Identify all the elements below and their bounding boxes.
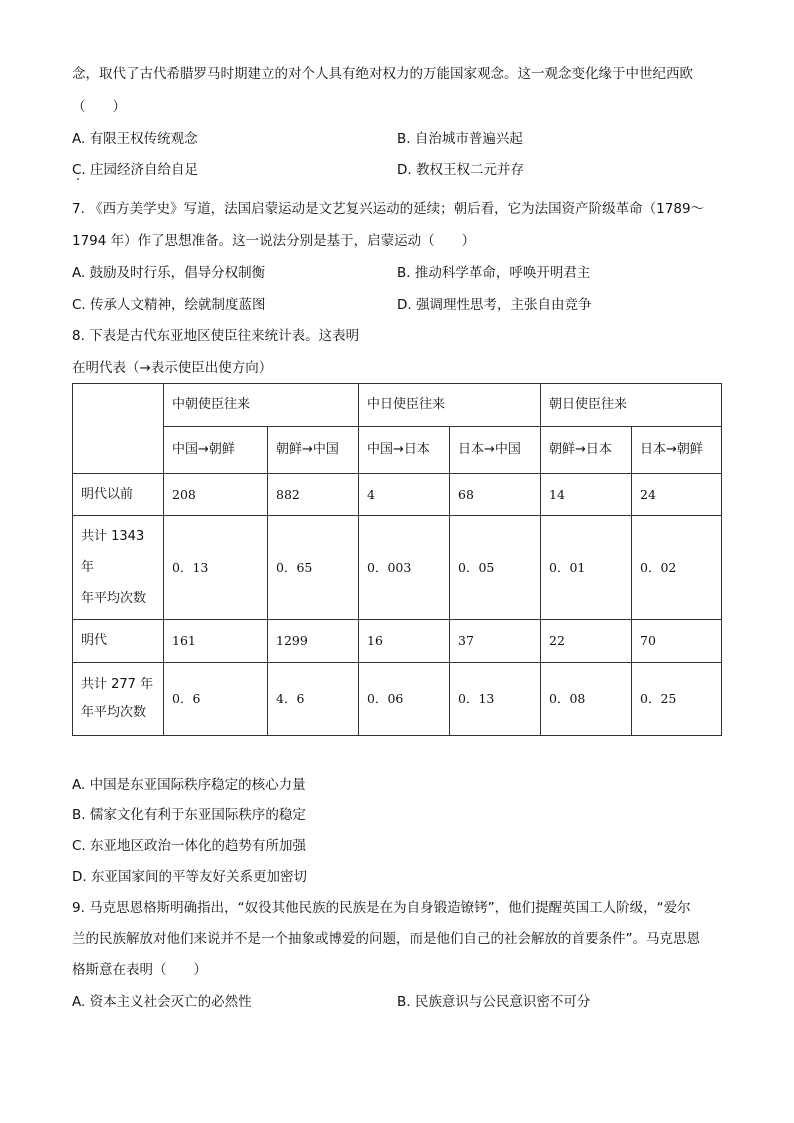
- q9-option-a[interactable]: [72, 992, 252, 1012]
- q6-option-c[interactable]: [72, 160, 198, 180]
- row-label: 明代: [81, 633, 108, 648]
- row-label: 年平均次数: [81, 705, 147, 720]
- table-cell: 0．65: [268, 516, 359, 620]
- option-text: 中国是东亚国际秩序稳定的核心力量: [89, 777, 306, 793]
- q6-stem-line-2: （ ）: [72, 99, 126, 115]
- option-letter: A.: [72, 994, 86, 1010]
- q8-stem-line-1: 8. 下表是古代东亚地区使臣往来统计表。这表明: [72, 328, 360, 344]
- option-text: 自治城市普遍兴起: [414, 131, 523, 147]
- group-header-cell: 朝日使臣往来: [541, 384, 722, 427]
- table-cell: 70: [632, 620, 722, 663]
- option-letter: B.: [397, 131, 411, 147]
- q6-option-d[interactable]: [397, 160, 524, 180]
- table-cell: 68: [450, 474, 541, 516]
- row-label-cell: [73, 663, 164, 736]
- row-label: 年: [81, 560, 95, 575]
- table-row: [73, 474, 722, 516]
- option-text: 鼓励及时行乐，倡导分权制衡: [89, 265, 266, 281]
- row-label: 共计 1343: [81, 529, 145, 544]
- option-letter: A.: [72, 265, 86, 281]
- table-cell: 0．06: [359, 663, 450, 736]
- table-cell: 0．25: [632, 663, 722, 736]
- row-label: 年平均次数: [81, 591, 147, 606]
- option-text: 教权王权二元并存: [415, 162, 524, 178]
- q7-option-d[interactable]: [397, 295, 591, 315]
- option-letter: D.: [397, 162, 412, 178]
- option-letter: A.: [72, 131, 86, 147]
- envoy-statistics-table: [72, 383, 722, 736]
- q8-option-b[interactable]: [72, 805, 306, 825]
- q8-option-a[interactable]: [72, 775, 306, 795]
- option-text: 传承人文精神，绘就制度蓝图: [90, 297, 266, 313]
- table-cell: 208: [164, 474, 268, 516]
- q9-stem-line-2: 兰的民族解放对他们来说并不是一个抽象或博爱的问题，而是他们自己的社会解放的首要条件”。马克思恩: [72, 931, 700, 947]
- table-cell: 4．6: [268, 663, 359, 736]
- row-label: 共计 277 年: [81, 677, 154, 692]
- option-letter: C.: [72, 838, 86, 854]
- table-cell: 16: [359, 620, 450, 663]
- row-label: 明代以前: [81, 486, 134, 502]
- option-text: 民族意识与公民意识密不可分: [414, 994, 591, 1010]
- table-cell: 1299: [268, 620, 359, 663]
- option-letter: D.: [72, 869, 87, 885]
- row-label-cell: [73, 474, 164, 516]
- q7-option-c[interactable]: [72, 295, 266, 315]
- table-cell: 0．08: [541, 663, 632, 736]
- stray-dot: [77, 178, 79, 180]
- option-text: 强调理性思考，主张自由竞争: [415, 297, 592, 313]
- table-row: [73, 663, 722, 736]
- table-cell: 161: [164, 620, 268, 663]
- q8-stem-line-2: 在明代表（→表示使臣出使方向）: [72, 360, 273, 376]
- q8-option-c[interactable]: [72, 836, 306, 856]
- option-text: 推动科学革命，呼唤开明君主: [414, 265, 591, 281]
- q7-option-a[interactable]: [72, 263, 265, 283]
- q7-option-b[interactable]: [397, 263, 590, 283]
- table-cell: 0．003: [359, 516, 450, 620]
- option-letter: D.: [397, 297, 412, 313]
- option-letter: A.: [72, 777, 86, 793]
- direction-cell: 中国→日本: [359, 427, 450, 474]
- option-letter: B.: [397, 265, 411, 281]
- direction-cell: 朝鲜→中国: [268, 427, 359, 474]
- option-text: 有限王权传统观念: [89, 131, 198, 147]
- table-cell: 0．05: [450, 516, 541, 620]
- option-text: 儒家文化有利于东亚国际秩序的稳定: [89, 807, 306, 823]
- option-letter: B.: [397, 994, 411, 1010]
- direction-cell: 日本→朝鲜: [632, 427, 722, 474]
- option-letter: C.: [72, 162, 86, 178]
- table-cell: 37: [450, 620, 541, 663]
- direction-cell: 朝鲜→日本: [541, 427, 632, 474]
- option-text: 东亚国家间的平等友好关系更加密切: [90, 869, 307, 885]
- table-cell: 24: [632, 474, 722, 516]
- q6-option-b[interactable]: [397, 129, 523, 149]
- table-cell: 0．13: [164, 516, 268, 620]
- table-cell: 14: [541, 474, 632, 516]
- table-header-row: [73, 384, 722, 427]
- q7-stem-line-2: 1794 年）作了思想准备。这一说法分别是基于，启蒙运动（ ）: [72, 233, 476, 249]
- q7-stem-line-1: 7. 《西方美学史》写道，法国启蒙运动是文艺复兴运动的延续；朝后看，它为法国资产阶级革命（1789～: [72, 201, 705, 217]
- q8-option-d[interactable]: [72, 867, 307, 887]
- row-label-cell: [73, 620, 164, 663]
- table-direction-row: [73, 427, 722, 474]
- table-cell: 882: [268, 474, 359, 516]
- q9-stem-line-3: 格斯意在表明（ ）: [72, 962, 207, 978]
- direction-cell: 中国→朝鲜: [164, 427, 268, 474]
- table-cell: 0．02: [632, 516, 722, 620]
- direction-cell: 日本→中国: [450, 427, 541, 474]
- table-row: [73, 620, 722, 663]
- table-row: [73, 516, 722, 620]
- option-letter: B.: [72, 807, 86, 823]
- table-cell: 0．6: [164, 663, 268, 736]
- table-corner-cell: [73, 384, 164, 474]
- option-text: 庄园经济自给自足: [90, 162, 199, 178]
- q6-option-a[interactable]: [72, 129, 198, 149]
- table-cell: 4: [359, 474, 450, 516]
- q9-option-b[interactable]: [397, 992, 590, 1012]
- q6-stem-line-1: 念，取代了古代希腊罗马时期建立的对个人具有绝对权力的万能国家观念。这一观念变化缘于中世纪西欧: [72, 66, 693, 82]
- q9-stem-line-1: 9. 马克思恩格斯明确指出，“奴役其他民族的民族是在为自身锻造镣铐”，他们提醒英国工人阶级，“爱尔: [72, 900, 691, 916]
- group-header-cell: 中朝使臣往来: [164, 384, 359, 427]
- option-letter: C.: [72, 297, 86, 313]
- row-label-cell: [73, 516, 164, 620]
- option-text: 资本主义社会灭亡的必然性: [89, 994, 252, 1010]
- group-header-cell: 中日使臣往来: [359, 384, 541, 427]
- table-cell: 0．01: [541, 516, 632, 620]
- option-text: 东亚地区政治一体化的趋势有所加强: [90, 838, 307, 854]
- table-cell: 22: [541, 620, 632, 663]
- table-cell: 0．13: [450, 663, 541, 736]
